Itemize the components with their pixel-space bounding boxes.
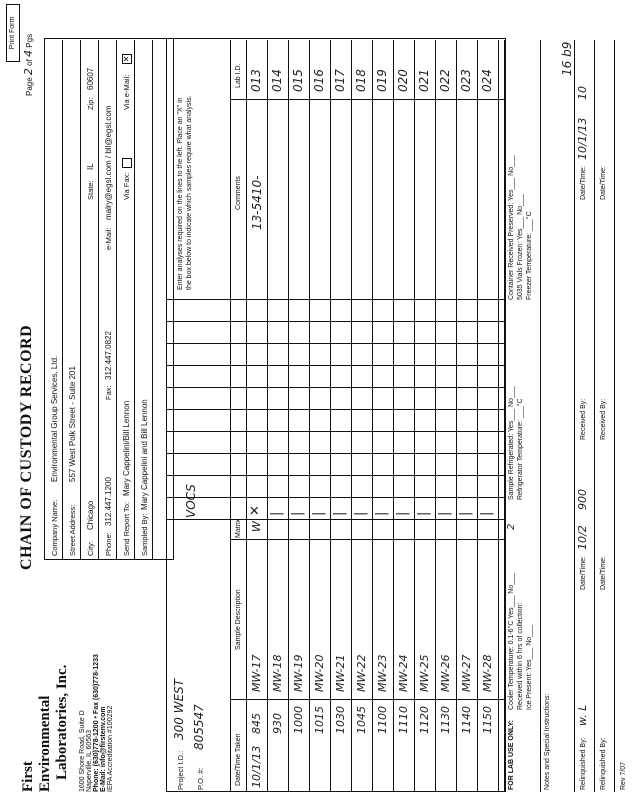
row-description: MW-21: [334, 654, 347, 692]
project-id-value: 300 WEST: [172, 678, 186, 740]
form-title: CHAIN OF CUSTODY RECORD: [18, 324, 35, 570]
row-analysis-mark: |: [416, 511, 431, 516]
row-analysis-mark: |: [437, 511, 452, 516]
lab-name-environmental: Environmental: [37, 695, 53, 792]
row-lab-id: 016: [312, 69, 326, 92]
email-value: malry@egsl.com / bll@egsl.com: [104, 105, 113, 220]
via-email-label: Via e-Mail:: [122, 74, 131, 110]
sampled-by-value: Mary Cappelini and Bill Lennon: [140, 399, 149, 510]
lab-name-first: First: [20, 761, 36, 792]
row-time: 845: [250, 713, 263, 734]
table-row: [372, 40, 393, 792]
row-lab-id: 014: [270, 69, 284, 92]
lab-use-heading: FOR LAB USE ONLY:: [508, 719, 515, 790]
lab-address-1: 1600 Shore Road, Suite D: [79, 710, 86, 792]
row-time: 1120: [418, 706, 431, 734]
row-lab-id: 020: [396, 69, 410, 92]
row-lab-id: 024: [480, 69, 494, 92]
row-lab-id: 021: [417, 69, 431, 92]
notes-label: Notes and Special Instructions:: [544, 693, 551, 790]
cooler-temp: Cooler Temperature: 0.1-6°C Yes___ No___: [508, 573, 515, 710]
sample-refrigerated: Sample Refrigerated: Yes___ No___: [508, 386, 515, 500]
row-analysis-mark: |: [269, 511, 284, 516]
temperature-value: 2: [506, 523, 517, 530]
email-label: e-Mail:: [104, 227, 113, 250]
table-row: [477, 40, 498, 792]
row-description: MW-28: [481, 654, 494, 692]
revision-label: Rev 7/07: [620, 761, 627, 790]
row-lab-id: 022: [438, 69, 452, 92]
table-row: [288, 40, 309, 792]
relinquished-by-label: Relinquished By:: [580, 737, 587, 790]
received-by-label-1: Received By:: [580, 398, 587, 440]
header-date-time: Date/Time Taken: [235, 733, 242, 786]
phone-label: Phone:: [104, 532, 113, 556]
po-value: 805547: [192, 704, 206, 750]
send-report-value: Mary Cappelini/Bill Lennon: [122, 400, 131, 496]
time-2: 10: [576, 86, 589, 100]
row-lab-id: 019: [375, 69, 389, 92]
row-analysis-mark: |: [353, 511, 368, 516]
row-time: 1130: [439, 706, 452, 734]
table-row: [267, 40, 288, 792]
row-description: MW-25: [418, 654, 431, 692]
state-label: State:: [86, 180, 95, 200]
date-1: 10/2: [576, 525, 589, 550]
send-report-label: Send Report To:: [122, 501, 131, 556]
lab-email: E-Mail: info@firstenv.com: [100, 706, 107, 792]
header-comments: Comments: [235, 176, 242, 210]
lab-header: [20, 582, 114, 792]
row-matrix: W: [250, 521, 263, 532]
date-time-label-3: Date/Time:: [580, 166, 587, 200]
po-label: P.O. #:: [196, 767, 205, 790]
vials-frozen: 5035 Vials Frozen: Yes___ No___: [517, 194, 524, 300]
page-total: 4: [22, 49, 35, 57]
zip-label: Zip:: [86, 97, 95, 110]
first-date: 10/1/13: [250, 745, 263, 788]
row-analysis-mark: |: [290, 511, 305, 516]
table-row: [435, 40, 456, 792]
row-analysis-mark: |: [395, 511, 410, 516]
row-lab-id: 017: [333, 69, 347, 92]
header-lab-id: Lab I.D.: [235, 63, 242, 88]
row-description: MW-18: [271, 654, 284, 692]
container-preserved: Container Received Preserved: Yes___ No___: [508, 155, 515, 300]
date-time-label-2: Date/Time:: [600, 556, 607, 590]
received-by-label-2: Received By:: [600, 398, 607, 440]
page-indicator: [22, 34, 35, 96]
row-description: MW-26: [439, 654, 452, 692]
date-2: 10/1/13: [576, 117, 589, 160]
ice-present: Ice Present: Yes___ No___: [526, 625, 533, 710]
via-fax-label: Via Fax:: [122, 172, 131, 200]
freezer-temp: Freezer Temperature: ___°C: [526, 211, 533, 300]
lab-iepa: IEPA Accreditation #100292: [107, 705, 114, 792]
page-prefix: Page: [25, 77, 34, 96]
refrigerator-temp: Refrigerator Temperature: ___°C: [517, 398, 524, 500]
table-row: [330, 40, 351, 792]
row-time: 1030: [334, 706, 347, 734]
street-label: Street Address:: [68, 504, 77, 556]
via-email-checkbox[interactable]: ✕: [122, 55, 131, 63]
row-description: MW-19: [292, 654, 305, 692]
row-analysis-mark: |: [458, 511, 473, 516]
city-value: Chicago: [86, 500, 95, 530]
via-fax-checkbox[interactable]: [122, 158, 132, 168]
lab-name-laboratories: Laboratories, Inc.: [54, 664, 70, 780]
date-time-label-1: Date/Time:: [580, 556, 587, 590]
analysis-instructions: Enter analyses required on the lines to the left. Place an "X" in the box below to indicate which samples require what analysis.: [177, 95, 193, 290]
row-lab-id: 023: [459, 69, 473, 92]
row-analysis-mark: |: [374, 511, 389, 516]
table-row: [414, 40, 435, 792]
project-id-label: Project I.D.:: [176, 750, 185, 790]
fax-label: Fax:: [104, 385, 113, 400]
row-time: 1150: [481, 706, 494, 734]
row-analysis-mark: |: [311, 511, 326, 516]
company-name-label: Company Name:: [50, 499, 59, 556]
row-description: MW-20: [313, 654, 326, 692]
lab-address-2: Naperville, IL 60563: [86, 729, 93, 792]
relinquished-signature: w. L: [576, 704, 589, 726]
row-description: MW-17: [250, 654, 263, 692]
table-row: [456, 40, 477, 792]
row-description: MW-27: [460, 654, 473, 692]
table-row: [246, 40, 267, 792]
page-suffix: Pgs: [25, 33, 34, 48]
row-time: 1100: [376, 706, 389, 734]
row-description: MW-22: [355, 654, 368, 692]
company-name-value: Environmental Group Services, Ltd.: [50, 355, 59, 482]
comment-sample-prefix: 13-5410-: [250, 175, 264, 230]
page-number: 2: [22, 68, 35, 76]
zip-value: 60607: [86, 67, 95, 90]
row-time: 1045: [355, 706, 368, 734]
row-analysis-mark: |: [332, 511, 347, 516]
date-time-label-4: Date/Time:: [600, 166, 607, 200]
table-row: [351, 40, 372, 792]
table-row: [309, 40, 330, 792]
fax-value: 312.447.0822: [104, 331, 113, 380]
row-time: 1140: [460, 706, 473, 734]
lab-phone: Phone: (630)778-1200 • Fax (630)778-1233: [93, 654, 100, 792]
row-lab-id: 013: [249, 69, 263, 92]
analysis-vocs: VOCS: [184, 484, 198, 518]
state-value: IL: [86, 163, 95, 170]
header-matrix: Matrix: [235, 518, 242, 538]
phone-value: 312.447.1200: [104, 477, 113, 526]
received-within: Received within 6 hrs of collection:: [517, 602, 524, 710]
table-row: [393, 40, 414, 792]
row-description: MW-24: [397, 654, 410, 692]
row-analysis-mark: ✕: [248, 505, 263, 516]
row-analysis-mark: |: [479, 511, 494, 516]
row-time: 930: [271, 713, 284, 734]
page-of: of: [25, 59, 34, 66]
header-sample-description: Sample Description: [235, 589, 242, 650]
row-time: 1110: [397, 706, 410, 734]
corner-handwritten-mark: 16 b9: [560, 41, 574, 76]
city-label: City:: [86, 541, 95, 556]
street-value: 557 West Polk Street - Suite 201: [68, 366, 77, 482]
row-lab-id: 015: [291, 69, 305, 92]
print-form-button[interactable]: Print Form: [6, 4, 20, 62]
time-1: 900: [576, 489, 589, 510]
row-lab-id: 018: [354, 69, 368, 92]
row-description: MW-23: [376, 654, 389, 692]
row-divider: [498, 40, 499, 792]
relinquished-by-label-2: Relinquished By:: [600, 737, 607, 790]
row-time: 1015: [313, 706, 326, 734]
row-time: 1000: [292, 706, 305, 734]
sampled-by-label: Sampled By:: [140, 513, 149, 556]
